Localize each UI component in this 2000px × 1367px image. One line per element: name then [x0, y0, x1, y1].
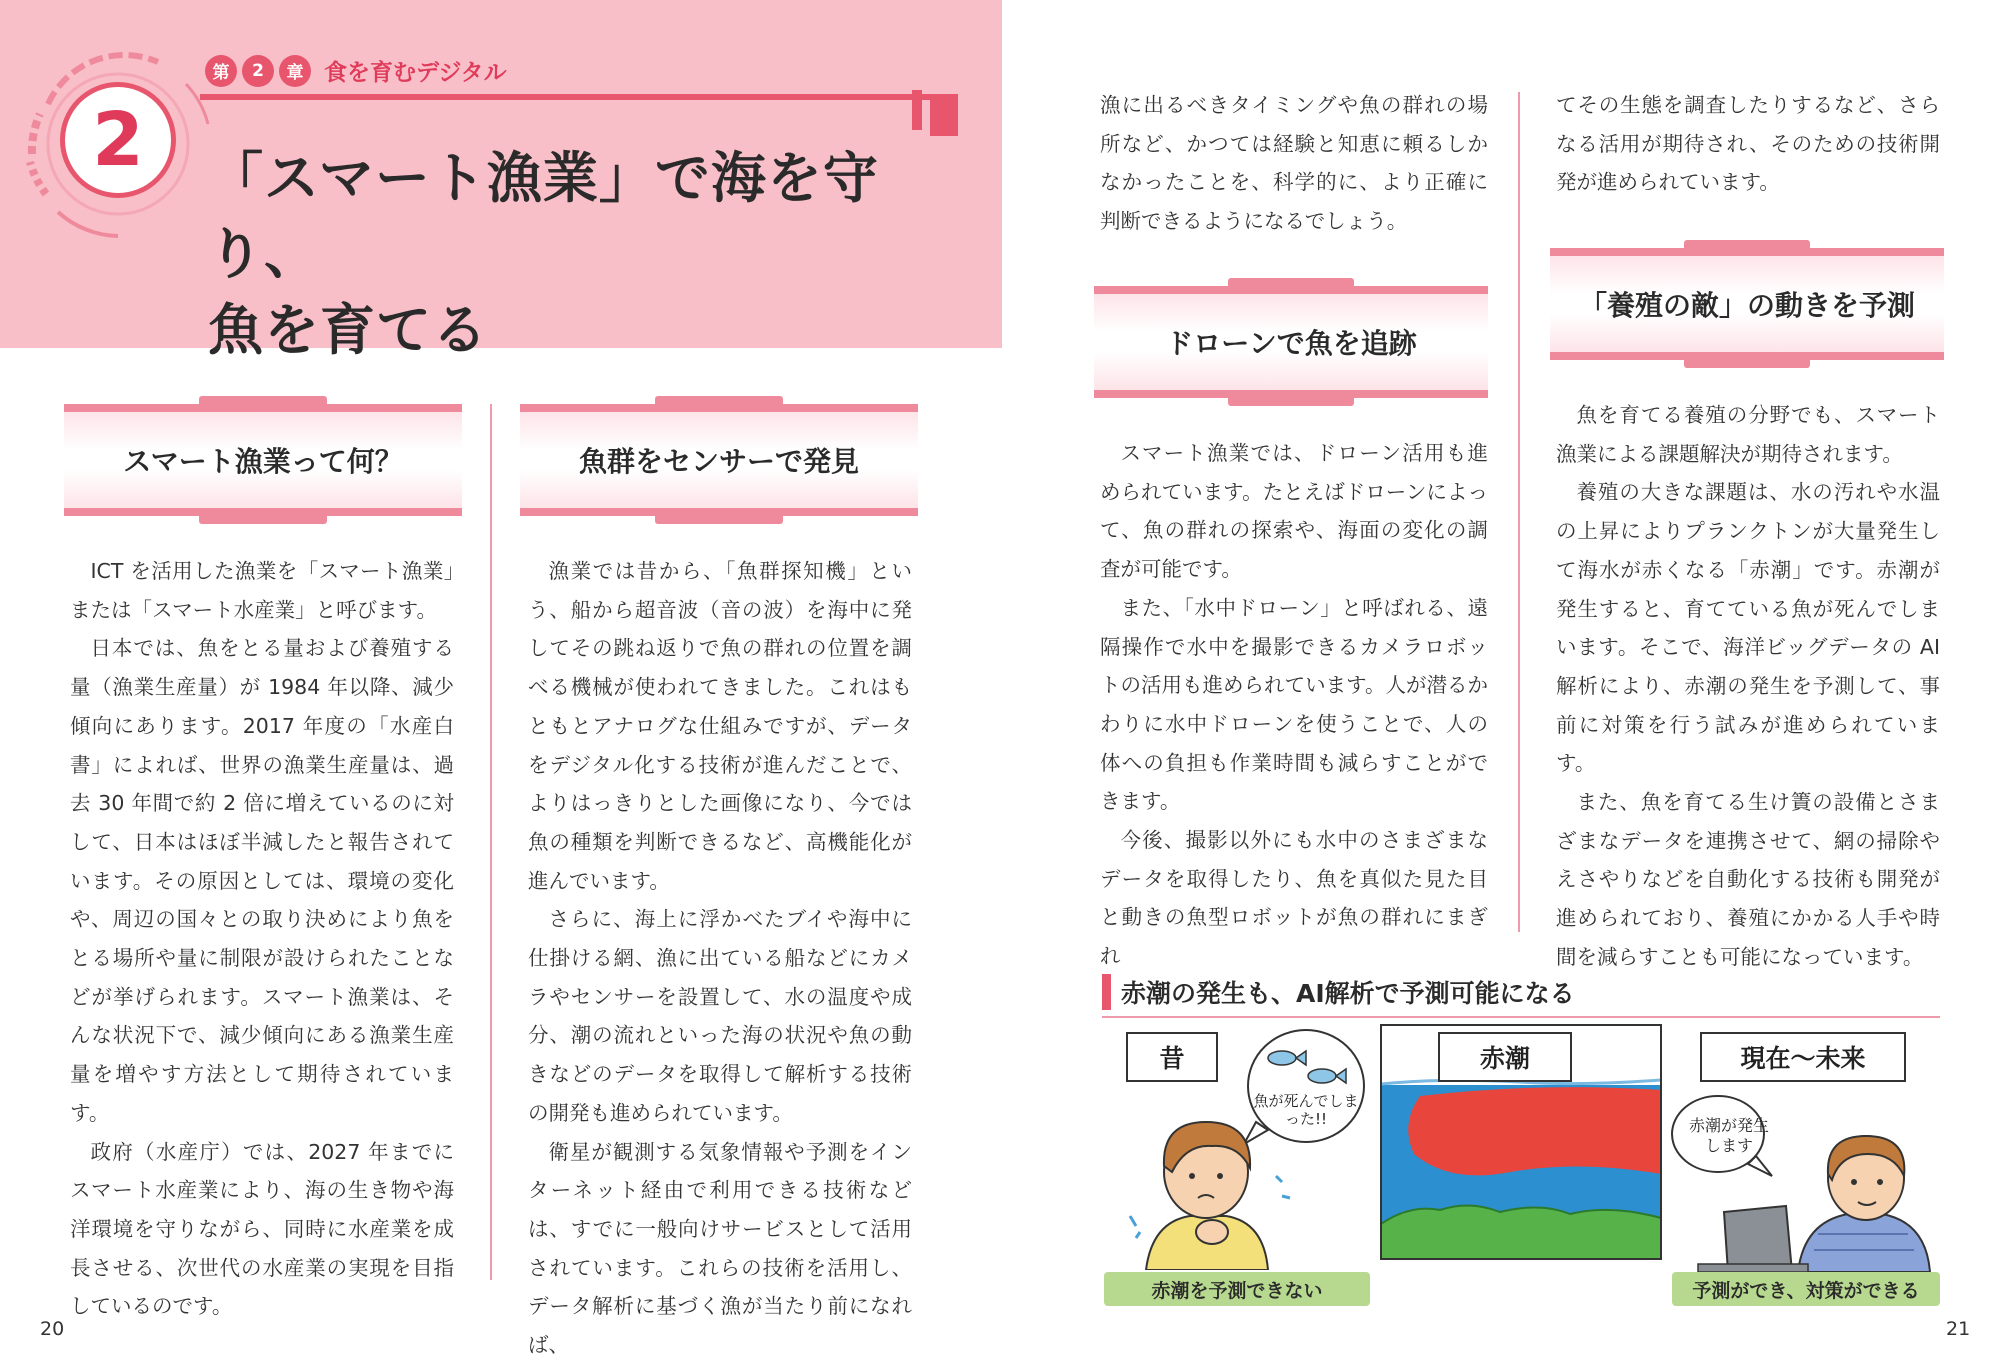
chapter-badge: 章 [279, 55, 311, 87]
paragraph: 政府（水産庁）では、2027 年までにスマート水産業により、海の生き物や海洋環境を守りながら、同時に水産業を成長させる、次世代の水産業の実現を目指しているのです。 [70, 1139, 454, 1319]
section-number: 2 [92, 97, 144, 183]
chapter-badge: 2 [242, 55, 274, 87]
chapter-badge: 第 [205, 55, 237, 87]
page-title-line: 「スマート漁業」で海を守り、 [208, 146, 879, 286]
speech-bubble-text: 魚が死んでしまった!! [1253, 1092, 1359, 1128]
paragraph: また、魚を育てる生け簀の設備とさまざまなデータを連携させて、網の掃除やえさやりなどを自動化する技術も開発が進められており、養殖にかかる人手や時間を減らすことも可能になっています。 [1556, 790, 1940, 969]
caption-past: 赤潮を予測できない [1104, 1272, 1370, 1306]
chapter-rule [200, 94, 958, 100]
chapter-title: 食を育むデジタル [324, 60, 507, 86]
paragraph: スマート漁業では、ドローン活用も進められています。たとえばドローンによって、魚の群れの探索や、海面の変化の調査が可能です。 [1100, 441, 1488, 582]
page-number-left: 20 [40, 1318, 65, 1340]
paragraph: また、「水中ドローン」と呼ばれる、遠隔操作で水中を撮影できるカメラロボットの活用も進められています。人が潜るかわりに水中ドローンを使うことで、人の体への負担も作業時間も減らすことができます。 [1100, 595, 1488, 814]
panel-label-red-tide: 赤潮 [1438, 1032, 1572, 1082]
paragraph: 漁に出るべきタイミングや魚の群れの場所など、かつては経験と知恵に頼るしかなかったことを、科学的に、より正確に判断できるようになるでしょう。 [1100, 93, 1488, 234]
worried-person-illustration [1116, 1026, 1370, 1270]
section-heading-box [1094, 276, 1488, 408]
column-text [1556, 396, 1940, 977]
section-heading-box [520, 394, 918, 526]
figure-title [1102, 974, 1575, 1010]
chapter-label [205, 54, 507, 87]
paragraph: 今後、撮影以外にも水中のさまざまなデータを取得したり、魚を真似た見た目と動きの魚型ロボットが魚の群れにまぎれ [1100, 828, 1488, 969]
column-text [70, 552, 454, 1326]
chapter-rule-end [930, 94, 958, 136]
caption-future: 予測ができ、対策ができる [1672, 1272, 1940, 1306]
page-title-line: 魚を育てる [208, 298, 489, 362]
speech-bubble-text: 赤潮が発生します [1688, 1116, 1769, 1155]
page-title [208, 140, 968, 368]
figure-rule [1102, 1016, 1940, 1018]
panel-label-past: 昔 [1126, 1032, 1218, 1082]
section-heading: ドローンで魚を追跡 [1165, 327, 1417, 360]
paragraph: 衛星が観測する気象情報や予測をインターネット経由で利用できる技術などは、すでに一般向けサービスとして活用されています。これらの技術を活用し、データ解析に基づく漁が当たり前になれば、 [528, 1139, 912, 1358]
paragraph: 魚を育てる養殖の分野でも、スマート漁業による課題解決が期待されます。 [1556, 403, 1940, 466]
section-heading: 魚群をセンサーで発見 [578, 445, 859, 478]
column-divider [1518, 92, 1520, 932]
column-divider [490, 404, 492, 1280]
paragraph: 漁業では昔から、「魚群探知機」という、船から超音波（音の波）を海中に発してその跳ね返りで魚の群れの位置を調べる機械が使われてきました。これはもともとアナログな仕組みですが、データをデジタル化する技術が進んだことで、よりはっきりとした画像になり、今では魚の種類を判断できるなど、高機能化が進んでいます。 [528, 559, 912, 893]
figure-title-mark [1102, 974, 1111, 1010]
section-number-badge [60, 82, 176, 198]
section-heading-box [1550, 238, 1944, 370]
chapter-header [0, 0, 1002, 362]
column-text [528, 552, 912, 1365]
chapter-rule-end [912, 90, 922, 130]
paragraph: ICT を活用した漁業を「スマート漁業」または「スマート水産業」と呼びます。 [70, 559, 454, 622]
page-number-right: 21 [1946, 1318, 1971, 1340]
column-text [1100, 434, 1488, 976]
column-text [1556, 86, 1940, 202]
section-heading: スマート漁業って何？ [123, 445, 403, 478]
section-heading: 「養殖の敵」の動きを予測 [1578, 289, 1915, 322]
paragraph: てその生態を調査したりするなど、さらなる活用が期待され、そのための技術開発が進められています。 [1556, 93, 1940, 195]
panel-label-future: 現在〜未来 [1700, 1032, 1906, 1082]
paragraph: 養殖の大きな課題は、水の汚れや水温の上昇によりプランクトンが大量発生して海水が赤くなる「赤潮」です。赤潮が発生すると、育てている魚が死んでしまいます。そこで、海洋ビッグデータの AI 解析により、赤潮の発生を予測して、事前に対策を行う試みが進められています。 [1556, 480, 1940, 776]
column-text [1100, 86, 1488, 241]
figure-title-text: 赤潮の発生も、AI解析で予測可能になる [1121, 979, 1575, 1008]
paragraph: さらに、海上に浮かべたブイや海中に仕掛ける網、漁に出ている船などにカメラやセンサーを設置して、水の温度や成分、潮の流れといった海の状況や魚の動きなどのデータを取得して解析する技術の開発も進められています。 [528, 907, 912, 1125]
paragraph: 日本では、魚をとる量および養殖する量（漁業生産量）が 1984 年以降、減少傾向にあります。2017 年度の「水産白書」によれば、世界の漁業生産量は、過去 30 年間で約 2 倍に増えているのに対して、日本はほぼ半減したと報告されています。その原因としては、環境の変化や、周辺の国々との取り決めにより魚をとる場所や量に制限が設けられたことなどが挙げられます。スマート漁業は、そんな状況下で、減少傾向にある漁業生産量を増やす方法として期待されています。 [70, 636, 454, 1125]
section-heading-box [64, 394, 462, 526]
